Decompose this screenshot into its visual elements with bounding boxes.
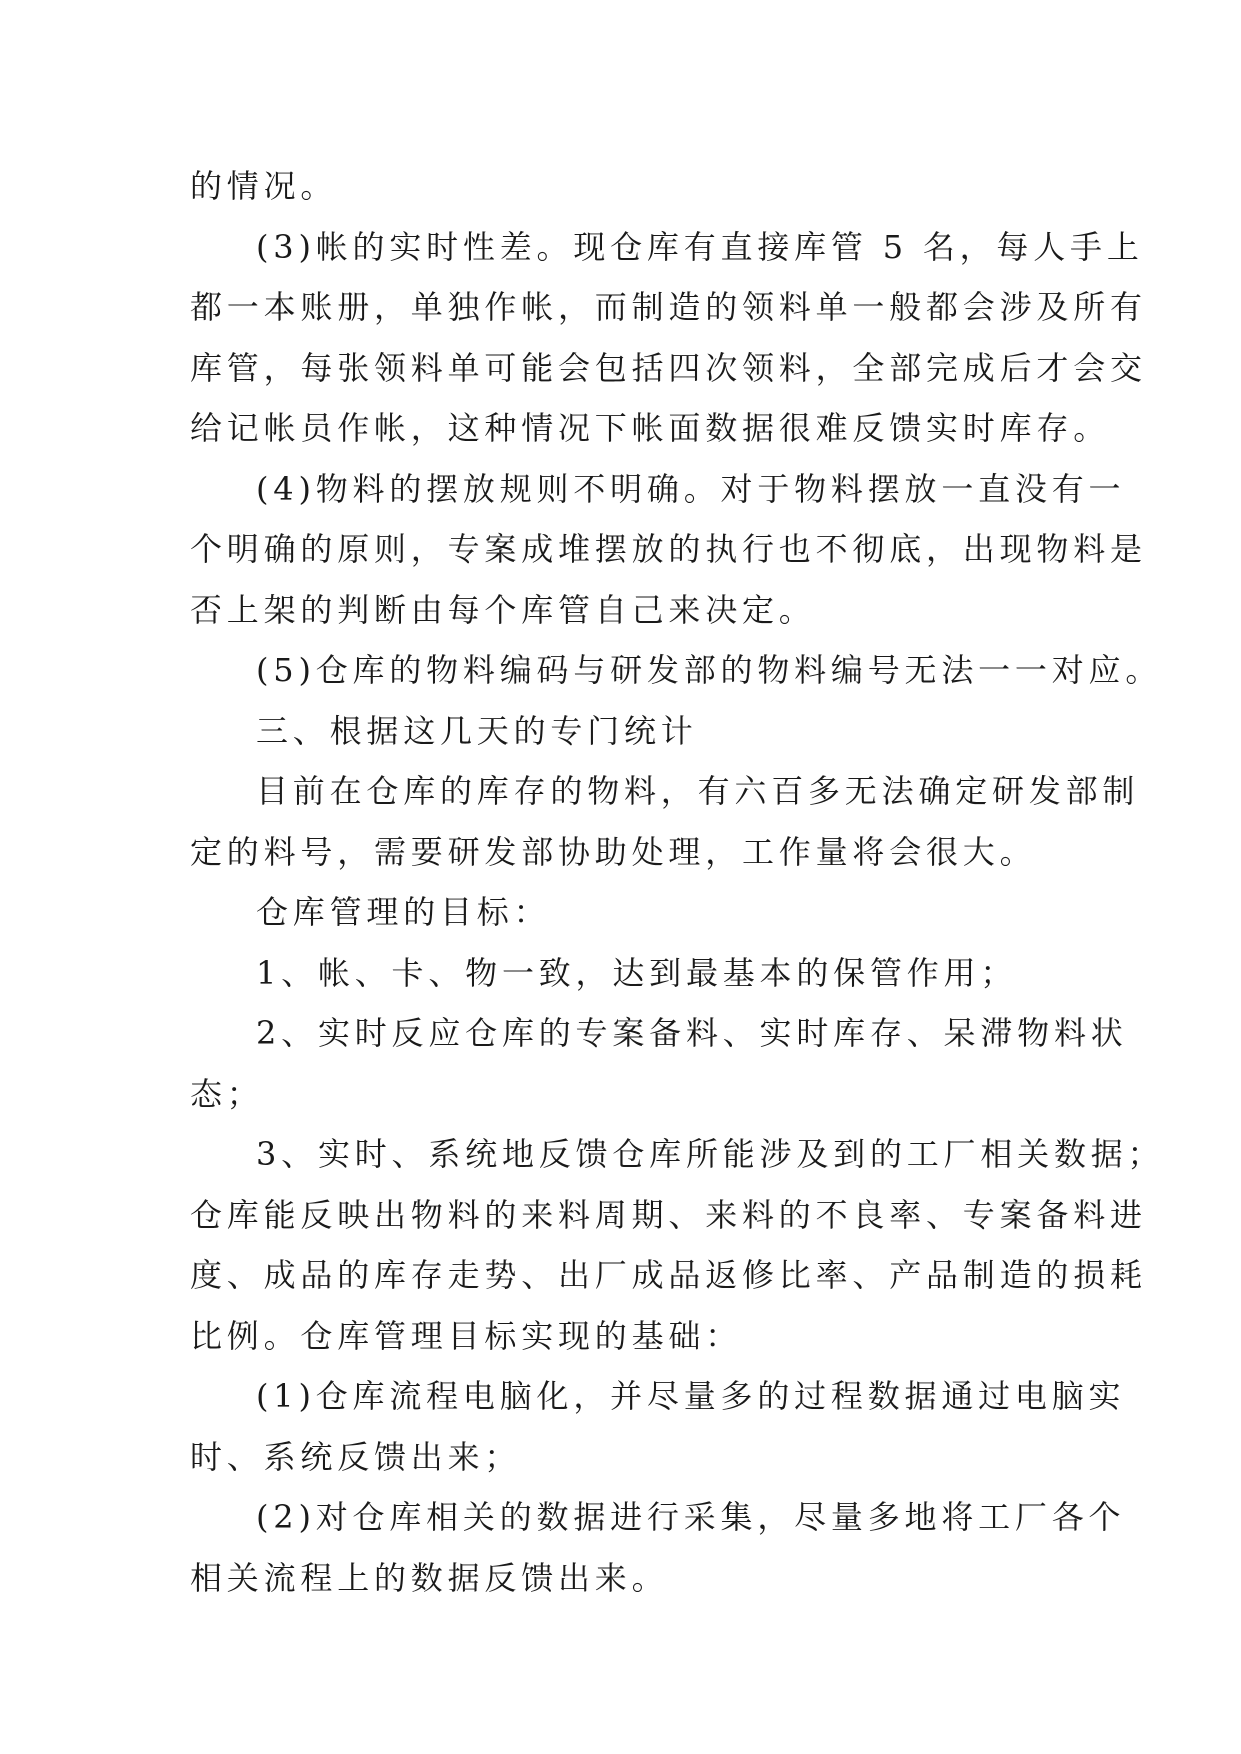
text-line: (1)仓库流程电脑化，并尽量多的过程数据通过电脑实 [256,1377,1126,1415]
text-line: 定的料号，需要研发部协助处理，工作量将会很大。 [190,832,1037,871]
text-line: 1、帐、卡、物一致，达到最基本的保管作用； [256,953,1018,992]
text-line: 态； [190,1074,264,1113]
text-line: 的情况。 [190,167,338,205]
text-line: 仓库能反映出物料的来料周期、来料的不良率、专案备料进 [190,1195,1147,1234]
section-heading: 三、根据这几天的专门统计 [256,711,698,750]
text-line: (5)仓库的物料编码与研发部的物料编号无法一一对应。 [256,651,1163,689]
text-line: 给记帐员作帐，这种情况下帐面数据很难反馈实时库存。 [190,409,1111,447]
text-line: 2、实时反应仓库的专案备料、实时库存、呆滞物料状 [256,1014,1128,1052]
text-line: 都一本账册，单独作帐，而制造的领料单一般都会涉及所有 [190,288,1147,326]
text-line: 目前在仓库的库存的物料，有六百多无法确定研发部制 [256,772,1140,810]
text-line: 相关流程上的数据反馈出来。 [190,1558,669,1597]
text-line: 否上架的判断由每个库管自己来决定。 [190,590,816,629]
text-line: 库管，每张领料单可能会包括四次领料，全部完成后才会交 [190,348,1147,387]
text-line: (3)帐的实时性差。现仓库有直接库管 5 名，每人手上 [256,227,1144,266]
text-line: 个明确的原则，专案成堆摆放的执行也不彻底，出现物料是 [190,530,1147,568]
document-body [190,156,1165,1608]
text-line: (2)对仓库相关的数据进行采集，尽量多地将工厂各个 [256,1498,1126,1536]
text-line: (4)物料的摆放规则不明确。对于物料摆放一直没有一 [256,469,1126,508]
subheading: 仓库管理的目标： [256,893,551,931]
text-line: 度、成品的库存走势、出厂成品返修比率、产品制造的损耗 [190,1256,1147,1294]
text-line: 3、实时、系统地反馈仓库所能涉及到的工厂相关数据； [256,1135,1165,1173]
text-line: 时、系统反馈出来； [190,1437,522,1476]
text-line: 比例。仓库管理目标实现的基础： [190,1316,743,1355]
